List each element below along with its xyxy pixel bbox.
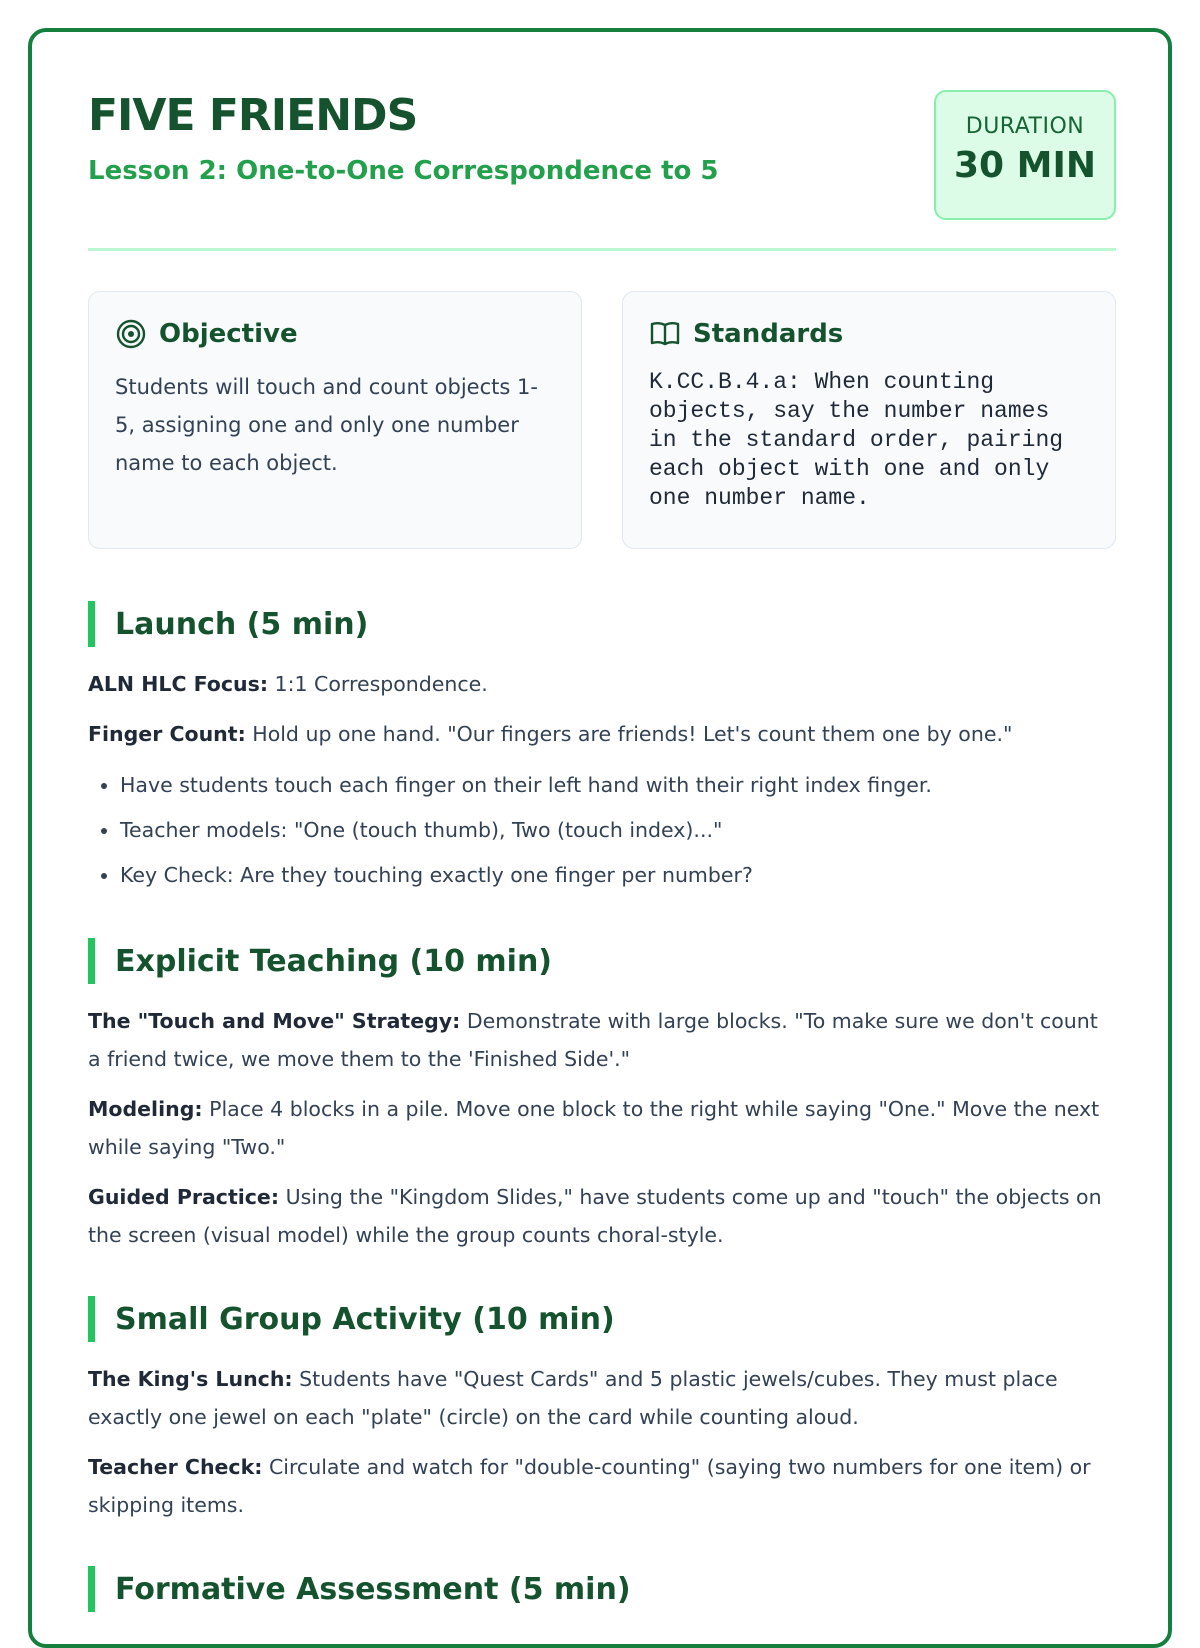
standards-header <box>649 318 1089 350</box>
formative-assessment-heading: Formative Assessment (5 min) <box>88 1566 1116 1612</box>
explicit-teaching-heading: Explicit Teaching (10 min) <box>88 938 1116 984</box>
list-item: • Teacher models: "One (touch thumb), Two (touch index)..." <box>120 808 1116 853</box>
modeling-text: Place 4 blocks in a pile. Move one block to the right while saying "One." Move the next while saying "Two." <box>88 1097 1100 1159</box>
guided-practice-paragraph <box>88 1178 1116 1254</box>
duration-badge <box>934 90 1116 220</box>
teacher-check-paragraph <box>88 1448 1116 1524</box>
list-item: • Key Check: Are they touching exactly one finger per number? <box>120 853 1116 898</box>
lesson-content <box>88 32 1116 1612</box>
header-divider <box>88 248 1116 251</box>
lesson-card <box>28 28 1172 1648</box>
teacher-check-text: Circulate and watch for "double-counting" (saying two numbers for one item) or skipping items. <box>88 1455 1091 1517</box>
objective-text: Students will touch and count objects 1-5, assigning one and only one number name to each object. <box>115 375 538 475</box>
objective-box <box>88 291 582 549</box>
launch-focus-label: ALN HLC Focus: <box>88 672 269 696</box>
duration-label: DURATION <box>965 114 1085 139</box>
launch-bullets <box>88 763 1116 898</box>
standards-title: Standards <box>693 319 844 349</box>
launch-focus <box>88 665 1116 703</box>
target-icon <box>115 318 147 350</box>
kings-lunch-paragraph <box>88 1360 1116 1436</box>
list-item: • Have students touch each finger on their left hand with their right index finger. <box>120 763 1116 808</box>
strategy-label: The "Touch and Move" Strategy: <box>88 1009 461 1033</box>
touch-and-move-strategy <box>88 1002 1116 1078</box>
info-row <box>88 291 1116 549</box>
small-group-heading: Small Group Activity (10 min) <box>88 1296 1116 1342</box>
kings-lunch-label: The King's Lunch: <box>88 1367 293 1391</box>
launch-finger-count <box>88 715 1116 753</box>
launch-focus-text: 1:1 Correspondence. <box>268 672 488 696</box>
duration-value: 30 MIN <box>954 145 1096 186</box>
guided-practice-text: Using the "Kingdom Slides," have students come up and "touch" the objects on the screen (visual model) while the group counts choral-style. <box>88 1185 1102 1247</box>
finger-count-text: Hold up one hand. "Our fingers are friends! Let's count them one by one." <box>245 722 1013 746</box>
book-icon <box>649 318 681 350</box>
kings-lunch-text: Students have "Quest Cards" and 5 plastic jewels/cubes. They must place exactly one jewel on each "plate" (circle) on the card while counting aloud. <box>88 1367 1058 1429</box>
objective-header <box>115 318 555 350</box>
standards-text: K.CC.B.4.a: When counting objects, say the number names in the standard order, pairing each object with one and only one number name. <box>649 369 1064 511</box>
lesson-subtitle: Lesson 2: One-to-One Correspondence to 5 <box>88 156 719 186</box>
objective-title: Objective <box>159 319 298 349</box>
strategy-text: Demonstrate with large blocks. "To make sure we don't count a friend twice, we move them to the 'Finished Side'." <box>88 1009 1098 1071</box>
standards-box <box>622 291 1116 549</box>
guided-practice-label: Guided Practice: <box>88 1185 280 1209</box>
modeling-label: Modeling: <box>88 1097 203 1121</box>
lesson-header <box>88 32 1116 248</box>
modeling-paragraph <box>88 1090 1116 1166</box>
teacher-check-label: Teacher Check: <box>88 1455 263 1479</box>
lesson-title: FIVE FRIENDS <box>88 90 418 141</box>
finger-count-label: Finger Count: <box>88 722 246 746</box>
launch-heading: Launch (5 min) <box>88 601 1116 647</box>
